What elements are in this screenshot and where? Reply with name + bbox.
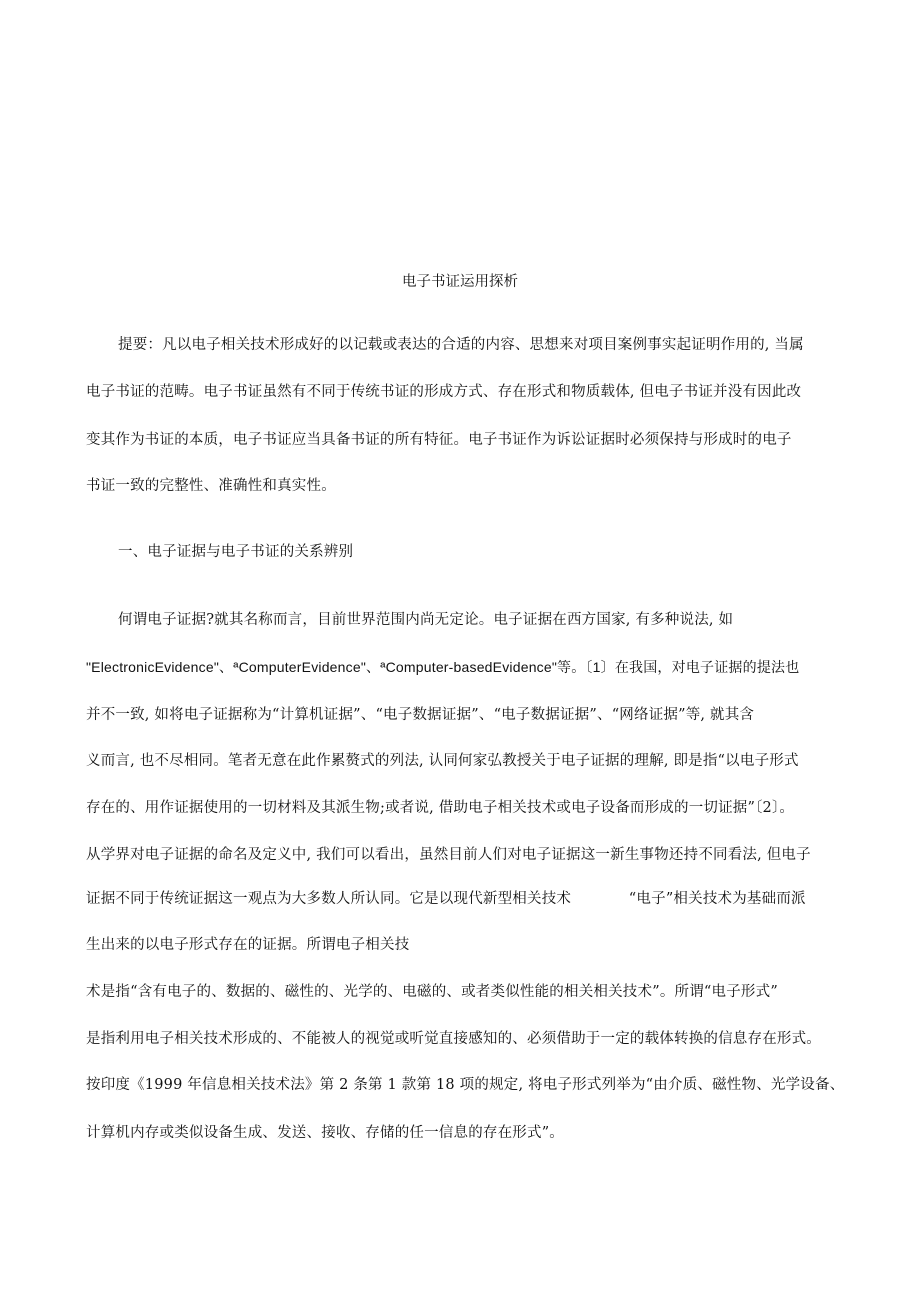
abstract-line-1: 提要：凡以电子相关技术形成好的以记载或表达的合适的内容、思想来对项目案例事实起证明作用的, 当属 — [118, 337, 804, 353]
abstract-line-2: 电子书证的范畴。电子书证虽然有不同于传统书证的形成方式、存在形式和物质载体, 但电子书证并没有因此改 — [86, 384, 802, 400]
body-line-4: 义而言, 也不尽相同。笔者无意在此作累赘式的列法, 认同何家弘教授关于电子证据的理解, 即是指“以电子形式 — [86, 753, 799, 769]
body-line-6: 从学界对电子证据的命名及定义中, 我们可以看出，虽然目前人们对电子证据这一新生事物还持不同看法, 但电子 — [86, 847, 811, 863]
body-line-9: 术是指“含有电子的、数据的、磁性的、光学的、电磁的、或者类似性能的相关相关技术”。所谓“电子形式” — [86, 984, 778, 1000]
abstract-line-4: 书证一致的完整性、准确性和真实性。 — [86, 478, 336, 494]
body-line-8: 生出来的以电子形式存在的证据。所谓电子相关技 — [86, 937, 410, 953]
body-line-12: 计算机内存或类似设备生成、发送、接收、存储的任一信息的存在形式”。 — [86, 1125, 565, 1141]
section-heading: 一、电子证据与电子书证的关系辨别 — [118, 544, 354, 560]
body-line-10: 是指利用电子相关技术形成的、不能被人的视觉或听觉直接感知的、必须借助于一定的载体转换的信息存在形式。 — [86, 1031, 821, 1047]
body-line-5: 存在的、用作证据使用的一切材料及其派生物;或者说, 借助电子相关技术或电子设备而形成的一切证据”〔2〕。 — [86, 800, 795, 816]
page-title: 电子书证运用探析 — [402, 274, 518, 290]
body-line-11: 按印度《1999 年信息相关技术法》第 2 条第 1 款第 18 项的规定, 将电子形式列举为“由介质、磁性物、光学设备、 — [86, 1077, 845, 1093]
body-line-1: 何谓电子证据?就其名称而言，目前世界范围内尚无定论。电子证据在西方国家, 有多种说法, 如 — [118, 612, 734, 628]
body-line-2: "ElectronicEvidence"、ªComputerEvidence"、ªComputer-basedEvidence"等。〔1〕在我国，对电子证据的提法也 — [86, 659, 800, 675]
body-line-3: 并不一致, 如将电子证据称为“计算机证据”、“电子数据证据”、“电子数据证据”、“网络证据”等, 就其含 — [86, 707, 755, 723]
body-line-7: 证据不同于传统证据这一观点为大多数人所认同。它是以现代新型相关技术 “电子”相关技术为基础而派 — [86, 891, 806, 907]
abstract-line-3: 变其作为书证的本质，电子书证应当具备书证的所有特征。电子书证作为诉讼证据时必须保持与形成时的电子 — [86, 432, 792, 448]
